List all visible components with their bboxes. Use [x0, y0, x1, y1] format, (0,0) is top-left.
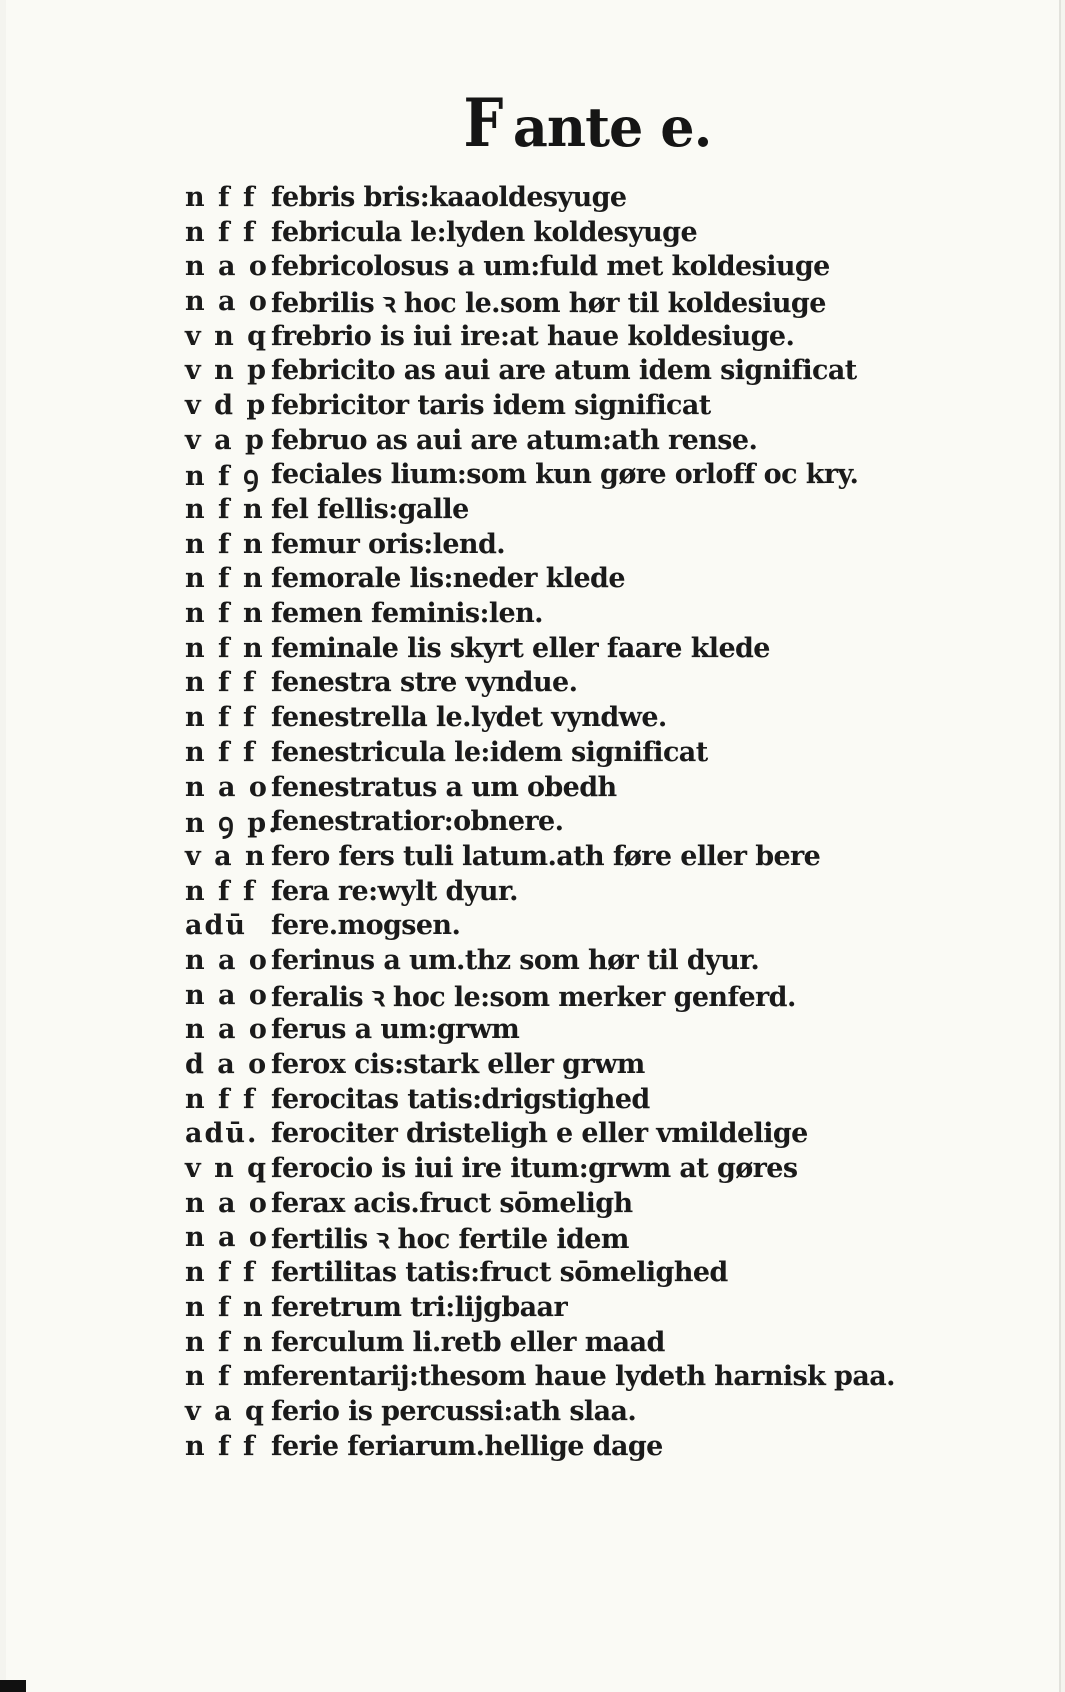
dictionary-entry: [185, 527, 925, 562]
entry-definition: fere.mogsen.: [271, 910, 461, 942]
entry-definition: febricolosus a um:fuld met koldesiuge: [271, 251, 830, 283]
entry-grammar-code: adū.: [185, 1118, 259, 1150]
entry-definition: ferocitas tatis:drigstighed: [271, 1083, 650, 1115]
entry-grammar-code: adū: [185, 910, 248, 942]
dictionary-entry: [185, 631, 925, 666]
entry-grammar-code: n f n: [185, 1326, 265, 1358]
dictionary-entry: [185, 1117, 925, 1152]
entry-grammar-code: d a o: [185, 1049, 269, 1081]
dictionary-entry: [185, 770, 925, 805]
dictionary-entry: [185, 492, 925, 527]
entry-grammar-code: n a o: [185, 1187, 269, 1219]
dictionary-entry: [185, 180, 925, 215]
dictionary-entry: [185, 1047, 925, 1082]
entry-grammar-code: n f f: [185, 1257, 257, 1289]
entry-definition: ferox cis:stark eller grwm: [271, 1049, 645, 1081]
dictionary-entry: [185, 388, 925, 423]
entry-definition: fenestra stre vyndue.: [271, 667, 578, 699]
entry-definition: fertilitas tatis:fruct sōmelighed: [271, 1257, 728, 1289]
entry-grammar-code: n f f: [185, 667, 257, 699]
entry-definition: ferus a um:grwm: [271, 1014, 520, 1046]
entry-definition: fenestrella le.lydet vyndwe.: [271, 702, 667, 734]
entry-definition: febricula le:lyden koldesyuge: [271, 216, 698, 248]
entry-definition: femen feminis:len.: [271, 598, 543, 630]
entry-definition: feminale lis skyrt eller faare klede: [271, 632, 770, 664]
entry-definition: ferociter dristeligh e eller vmildelige: [271, 1118, 808, 1150]
entry-grammar-code: n f f: [185, 1083, 257, 1115]
dictionary-entry: [185, 1221, 925, 1256]
dictionary-entry: [185, 735, 925, 770]
entry-definition: febris bris:kaaoldesyuge: [271, 181, 627, 213]
dictionary-entry: [185, 596, 925, 631]
entry-grammar-code: n a o: [185, 285, 269, 317]
entry-grammar-code: n f f: [185, 181, 257, 213]
entry-definition: feciales lium:som kun gøre orloff oc kry.: [271, 459, 859, 491]
entry-grammar-code: n f n: [185, 598, 265, 630]
entry-grammar-code: n f f: [185, 1430, 257, 1462]
entry-grammar-code: n f m: [185, 1361, 274, 1393]
entry-grammar-code: n a o: [185, 979, 269, 1011]
dictionary-entry: [185, 1082, 925, 1117]
entry-grammar-code: n f f: [185, 702, 257, 734]
entry-definition: febrilis ꝛ hoc le.som hør til koldesiuge: [271, 287, 826, 319]
dictionary-entry: [185, 804, 925, 839]
dictionary-entry: [185, 666, 925, 701]
entry-definition: fel fellis:galle: [271, 494, 469, 526]
dictionary-entry: [185, 353, 925, 388]
entry-definition: feretrum tri:lijgbaar: [271, 1291, 568, 1323]
entry-definition: ferinus a um.thz som hør til dyur.: [271, 944, 760, 976]
entry-grammar-code: n f n: [185, 528, 265, 560]
dictionary-entry: [185, 1325, 925, 1360]
dictionary-entry: [185, 1394, 925, 1429]
entry-definition: ferocio is iui ire itum:grwm at gøres: [271, 1153, 798, 1185]
entry-grammar-code: n f f: [185, 875, 257, 907]
dictionary-entry: [185, 1359, 925, 1394]
entry-grammar-code: n f n: [185, 563, 265, 595]
dictionary-entry: [185, 1151, 925, 1186]
entry-definition: fenestratior:obnere.: [271, 806, 564, 838]
dictionary-entry: [185, 908, 925, 943]
entry-definition: fero fers tuli latum.ath føre eller bere: [271, 840, 821, 872]
entry-grammar-code: n a o: [185, 1014, 269, 1046]
entry-definition: femur oris:lend.: [271, 528, 506, 560]
dictionary-entry: [185, 839, 925, 874]
dictionary-entry: [185, 1255, 925, 1290]
entry-definition: febricitor taris idem significat: [271, 389, 711, 421]
entry-grammar-code: v n p: [185, 355, 268, 387]
entry-grammar-code: n f f: [185, 736, 257, 768]
entry-grammar-code: v n q: [185, 1153, 268, 1185]
entry-definition: fera re:wylt dyur.: [271, 875, 518, 907]
entry-definition: ferentarij:thesom haue lydeth harnisk paa.: [271, 1361, 895, 1393]
entry-grammar-code: n a o: [185, 1222, 269, 1254]
entry-definition: ferio is percussi:ath slaa.: [271, 1395, 637, 1427]
entry-definition: februo as aui are atum:ath rense.: [271, 424, 758, 456]
entry-grammar-code: v d p: [185, 389, 268, 421]
entry-definition: febricito as aui are atum idem significat: [271, 355, 857, 387]
heading-rest: ante e.: [512, 95, 712, 159]
dictionary-entry: [185, 700, 925, 735]
entry-grammar-code: n a o: [185, 771, 269, 803]
entry-definition: feralis ꝛ hoc le:som merker genferd.: [271, 981, 796, 1013]
dictionary-entry: [185, 458, 925, 493]
entry-definition: fenestricula le:idem significat: [271, 736, 708, 768]
entry-definition: frebrio is iui ire:at haue koldesiuge.: [271, 320, 795, 352]
dictionary-entries: [185, 180, 925, 1463]
entry-grammar-code: v a q: [185, 1395, 266, 1427]
heading-initial: F: [463, 84, 504, 162]
entry-grammar-code: n f n: [185, 494, 265, 526]
entry-grammar-code: n a o: [185, 251, 269, 283]
dictionary-entry: [185, 943, 925, 978]
dictionary-entry: [185, 874, 925, 909]
dictionary-entry: [185, 423, 925, 458]
dictionary-entry: [185, 562, 925, 597]
dictionary-entry: [185, 1186, 925, 1221]
entry-grammar-code: n f ꝯ: [185, 461, 261, 493]
dictionary-entry: [185, 284, 925, 319]
entry-grammar-code: n f n: [185, 632, 265, 664]
entry-definition: ferculum li.retb eller maad: [271, 1326, 665, 1358]
page-heading: [460, 84, 720, 164]
entry-definition: femorale lis:neder klede: [271, 563, 625, 595]
dictionary-entry: [185, 215, 925, 250]
entry-grammar-code: n f f: [185, 216, 257, 248]
entry-grammar-code: n f n: [185, 1291, 265, 1323]
entry-grammar-code: n ꝯ p.: [185, 808, 280, 840]
page-edge: [1059, 0, 1061, 1692]
entry-grammar-code: v n q: [185, 320, 268, 352]
entry-definition: fenestratus a um obedh: [271, 771, 617, 803]
dictionary-entry: [185, 319, 925, 354]
entry-grammar-code: v a n: [185, 840, 267, 872]
dictionary-entry: [185, 1429, 925, 1464]
entry-grammar-code: n a o: [185, 944, 269, 976]
dictionary-entry: [185, 1290, 925, 1325]
dictionary-entry: [185, 978, 925, 1013]
entry-definition: ferax acis.fruct sōmeligh: [271, 1187, 633, 1219]
dictionary-entry: [185, 249, 925, 284]
entry-definition: ferie feriarum.hellige dage: [271, 1430, 663, 1462]
entry-definition: fertilis ꝛ hoc fertile idem: [271, 1224, 629, 1256]
dictionary-entry: [185, 1013, 925, 1048]
scan-mark: [0, 1680, 26, 1692]
entry-grammar-code: v a p: [185, 424, 266, 456]
